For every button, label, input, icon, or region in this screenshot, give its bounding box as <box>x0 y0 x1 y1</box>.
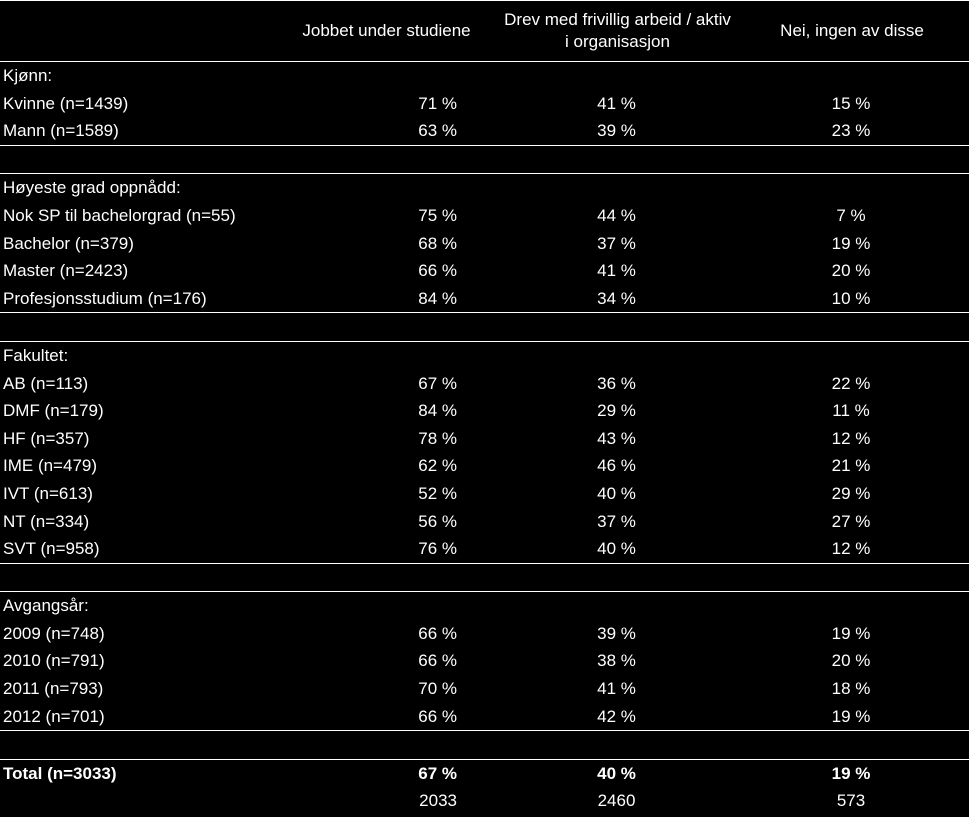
value-worked: 63 % <box>418 121 457 141</box>
total-label: Total (n=3033) <box>0 759 273 787</box>
table-row <box>0 535 969 563</box>
value-none: 23 % <box>831 121 871 141</box>
value-worked: 66 % <box>418 261 457 281</box>
row-label: DMF (n=179) <box>3 401 104 421</box>
row-label: 2011 (n=793) <box>3 679 104 699</box>
value-volunteer: 43 % <box>597 428 636 448</box>
section-heading: Fakultet: <box>0 341 273 369</box>
value-none: 20 % <box>831 651 871 671</box>
empty-cell <box>500 592 735 620</box>
row-label: Master (n=2423) <box>3 261 129 281</box>
spacer-cell <box>273 313 500 342</box>
table-row <box>0 285 969 313</box>
spacer-cell <box>0 145 273 174</box>
row-label: HF (n=357) <box>3 428 90 448</box>
empty-cell <box>735 592 969 620</box>
empty-cell <box>500 341 735 369</box>
empty-cell <box>500 62 735 90</box>
value-worked: 84 % <box>418 401 457 421</box>
value-worked: 78 % <box>418 428 457 448</box>
value-volunteer: 42 % <box>597 706 636 726</box>
value-worked: 84 % <box>418 288 457 308</box>
value-volunteer: 36 % <box>597 373 636 393</box>
column-header-worked: Jobbet under studiene <box>273 1 500 62</box>
value-worked: 70 % <box>418 679 457 699</box>
value-none: 19 % <box>831 706 871 726</box>
value-none: 7 % <box>836 205 866 225</box>
table-row <box>0 397 969 425</box>
value-none: 29 % <box>831 483 871 503</box>
spacer-cell <box>0 731 273 760</box>
table-body <box>0 62 969 816</box>
spacer-cell <box>273 145 500 174</box>
value-worked: 67 % <box>418 373 457 393</box>
empty-cell <box>735 341 969 369</box>
value-worked: 75 % <box>418 205 457 225</box>
spacer-cell <box>500 563 735 592</box>
column-header-none: Nei, ingen av disse <box>735 1 969 62</box>
value-worked: 52 % <box>418 483 457 503</box>
row-label: 2010 (n=791) <box>3 651 105 671</box>
spacer-cell <box>500 145 735 174</box>
column-header-volunteer: Drev med frivillig arbeid / aktiv i organisasjon <box>500 1 735 62</box>
empty-cell <box>735 174 969 202</box>
counts-row <box>0 787 969 815</box>
spacer-row <box>0 563 969 592</box>
spacer-cell <box>735 731 969 760</box>
spacer-cell <box>0 313 273 342</box>
empty-cell <box>735 62 969 90</box>
table-row <box>0 647 969 675</box>
spacer-cell <box>273 563 500 592</box>
value-volunteer: 46 % <box>597 456 636 476</box>
value-volunteer: 41 % <box>597 93 636 113</box>
total-worked: 67 % <box>273 759 500 787</box>
value-worked: 56 % <box>418 511 457 531</box>
spacer-row <box>0 313 969 342</box>
value-volunteer: 37 % <box>597 511 636 531</box>
total-none: 19 % <box>735 759 969 787</box>
value-volunteer: 40 % <box>597 483 636 503</box>
table-row <box>0 480 969 508</box>
row-label: AB (n=113) <box>3 373 89 393</box>
value-worked: 68 % <box>418 233 457 253</box>
value-none: 10 % <box>831 288 871 308</box>
value-none: 19 % <box>831 623 871 643</box>
value-worked: 66 % <box>418 651 457 671</box>
spacer-cell <box>500 731 735 760</box>
empty-cell <box>273 341 500 369</box>
empty-cell <box>273 592 500 620</box>
row-label: IVT (n=613) <box>3 483 93 503</box>
value-none: 11 % <box>832 401 870 421</box>
spacer-cell <box>735 145 969 174</box>
value-volunteer: 39 % <box>597 623 636 643</box>
table-row <box>0 675 969 703</box>
spacer-cell <box>273 731 500 760</box>
value-worked: 71 % <box>418 93 457 113</box>
value-none: 12 % <box>831 539 871 559</box>
value-none: 21 % <box>831 456 871 476</box>
row-label: Profesjonsstudium (n=176) <box>3 288 207 308</box>
value-volunteer: 38 % <box>597 651 636 671</box>
header-row <box>0 1 969 62</box>
value-volunteer: 41 % <box>597 679 636 699</box>
value-none: 20 % <box>831 261 871 281</box>
value-none: 19 % <box>831 233 871 253</box>
counts-label-cell <box>0 787 273 815</box>
value-none: 15 % <box>831 93 871 113</box>
value-none: 22 % <box>831 373 871 393</box>
spacer-cell <box>735 313 969 342</box>
spacer-row <box>0 145 969 174</box>
value-worked: 76 % <box>418 539 457 559</box>
table-row <box>0 425 969 453</box>
value-volunteer: 34 % <box>597 288 636 308</box>
value-volunteer: 29 % <box>597 401 636 421</box>
value-none: 12 % <box>831 428 871 448</box>
count-volunteer: 2460 <box>597 791 636 811</box>
table-row <box>0 230 969 258</box>
spacer-cell <box>500 313 735 342</box>
row-label: IME (n=479) <box>3 456 98 476</box>
empty-cell <box>273 62 500 90</box>
header-label-cell <box>0 1 273 62</box>
value-worked: 62 % <box>418 456 457 476</box>
table-row <box>0 452 969 480</box>
value-volunteer: 39 % <box>597 121 636 141</box>
value-volunteer: 44 % <box>597 205 636 225</box>
empty-cell <box>273 174 500 202</box>
spacer-cell <box>735 563 969 592</box>
section-heading-row <box>0 341 969 369</box>
table-row <box>0 117 969 145</box>
table-row <box>0 703 969 731</box>
spacer-row <box>0 731 969 760</box>
empty-cell <box>500 174 735 202</box>
total-row <box>0 759 969 787</box>
row-label: 2009 (n=748) <box>3 623 105 643</box>
value-worked: 66 % <box>418 623 457 643</box>
row-label: SVT (n=958) <box>3 539 100 559</box>
count-worked: 2033 <box>419 791 457 811</box>
table-row <box>0 370 969 398</box>
spacer-cell <box>0 563 273 592</box>
section-heading: Kjønn: <box>3 66 53 85</box>
count-none: 573 <box>836 791 866 811</box>
section-heading-row <box>0 174 969 202</box>
table-row <box>0 620 969 648</box>
total-volunteer: 40 % <box>500 759 735 787</box>
value-none: 27 % <box>831 511 871 531</box>
value-none: 18 % <box>831 679 871 699</box>
section-heading: Høyeste grad oppnådd: <box>0 174 273 202</box>
section-heading-row <box>0 592 969 620</box>
row-label: Bachelor (n=379) <box>3 233 134 253</box>
value-volunteer: 40 % <box>597 539 636 559</box>
row-label: NT (n=334) <box>3 511 90 531</box>
row-label: 2012 (n=701) <box>3 706 105 726</box>
value-volunteer: 41 % <box>597 261 636 281</box>
section-heading: Avgangsår: <box>0 592 273 620</box>
table-row <box>0 257 969 285</box>
row-label: Mann (n=1589) <box>3 121 119 141</box>
value-worked: 66 % <box>418 706 457 726</box>
value-volunteer: 37 % <box>597 233 636 253</box>
row-label: Nok SP til bachelorgrad (n=55) <box>3 205 236 225</box>
table-row <box>0 508 969 536</box>
table-row <box>0 90 969 118</box>
section-heading-row <box>0 62 969 90</box>
row-label: Kvinne (n=1439) <box>3 93 129 113</box>
table-row <box>0 202 969 230</box>
